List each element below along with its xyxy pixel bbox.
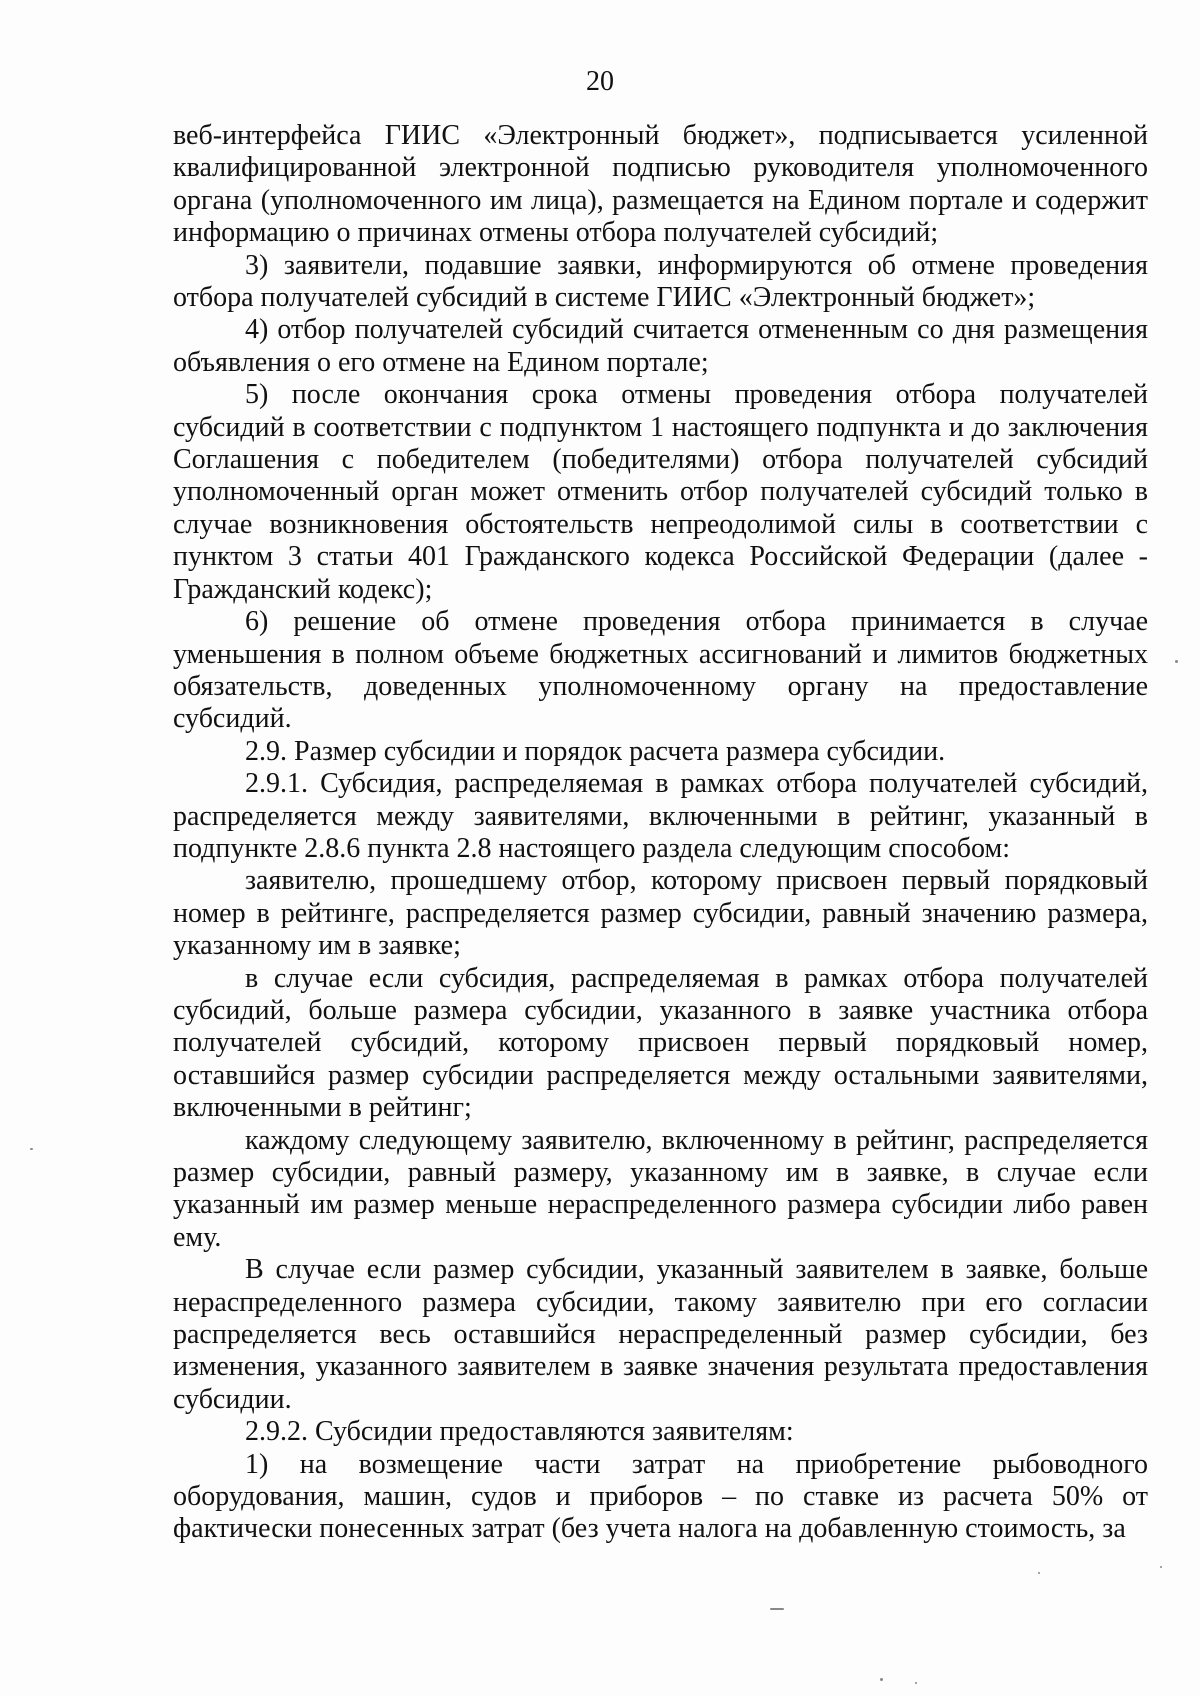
scan-speck (1160, 1566, 1162, 1568)
paragraph-12: 2.9.2. Субсидии предоставляются заявителям: (245, 1416, 794, 1448)
scan-speck (1038, 1572, 1040, 1574)
paragraph-8: заявителю, прошедшему отбор, которому присвоен первый порядковый номер в рейтинге, распределяется размер субсидии, равный значению размера, указанному им в заявке; (173, 865, 1148, 962)
paragraph-6: 2.9. Размер субсидии и порядок расчета размера субсидии. (245, 735, 946, 767)
paragraph-7: 2.9.1. Субсидия, распределяемая в рамках отбора получателей субсидий, распределяется между заявителями, включенными в рейтинг, указанный в подпункте 2.8.6 пункта 2.8 настоящего раздела следующим способом: (173, 768, 1148, 864)
document-body (173, 120, 1148, 1546)
paragraph-1: веб-интерфейса ГИИС «Электронный бюджет», подписывается усиленной квалифицированной электронной подписью руководителя уполномоченного органа (уполномоченного им лица), размещается на Едином портале и содержит информацию о причинах отмены отбора получателей субсидий; (173, 120, 1148, 249)
page-number: 20 (586, 66, 614, 97)
paragraph-3: 4) отбор получателей субсидий считается отмененным со дня размещения объявления о его отмене на Едином портале; (173, 314, 1148, 378)
scan-speck (1175, 660, 1178, 663)
scan-speck (770, 1608, 784, 1610)
paragraph-4: 5) после окончания срока отмены проведения отбора получателей субсидий в соответствии с подпунктом 1 настоящего подпункта и до заключения Соглашения с победителем (победителями) отбора получателей субсидий уполномоченный орган может отменить отбор получателей субсидий только в случае возникновения обстоятельств непреодолимой силы в соответствии с пунктом 3 статьи 401 Гражданского кодекса Российской Федерации (далее - Гражданский кодекс); (173, 379, 1148, 605)
paragraph-9: в случае если субсидия, распределяемая в рамках отбора получателей субсидий, больше размера субсидии, указанного в заявке участника отбора получателей субсидий, которому присвоен первый порядковый номер, оставшийся размер субсидии распределяется между остальными заявителями, включенными в рейтинг; (173, 962, 1148, 1124)
paragraph-5: 6) решение об отмене проведения отбора принимается в случае уменьшения в полном объеме бюджетных ассигнований и лимитов бюджетных обязательств, доведенных уполномоченному органу на предоставление субсидий. (173, 606, 1148, 735)
paragraph-2: 3) заявители, подавшие заявки, информируются об отмене проведения отбора получателей субсидий в системе ГИИС «Электронный бюджет»; (173, 249, 1148, 314)
scan-speck (880, 1678, 883, 1681)
paragraph-11: В случае если размер субсидии, указанный заявителем в заявке, больше нераспределенного размера субсидии, такому заявителю при его согласии распределяется весь оставшийся нераспределенный размер субсидии, без изменения, указанного заявителем в заявке значения результата предоставления субсидии. (173, 1254, 1148, 1415)
scan-speck (30, 1148, 33, 1150)
scan-speck (915, 1682, 917, 1684)
paragraph-13: 1) на возмещение части затрат на приобретение рыбоводного оборудования, машин, судов и приборов – по ставке из расчета 50% от фактически понесенных затрат (без учета налога на добавленную стоимость, за (173, 1448, 1148, 1545)
paragraph-10: каждому следующему заявителю, включенному в рейтинг, распределяется размер субсидии, равный размеру, указанному им в заявке, в случае если указанный им размер меньше нераспределенного размера субсидии либо равен ему. (173, 1124, 1148, 1253)
